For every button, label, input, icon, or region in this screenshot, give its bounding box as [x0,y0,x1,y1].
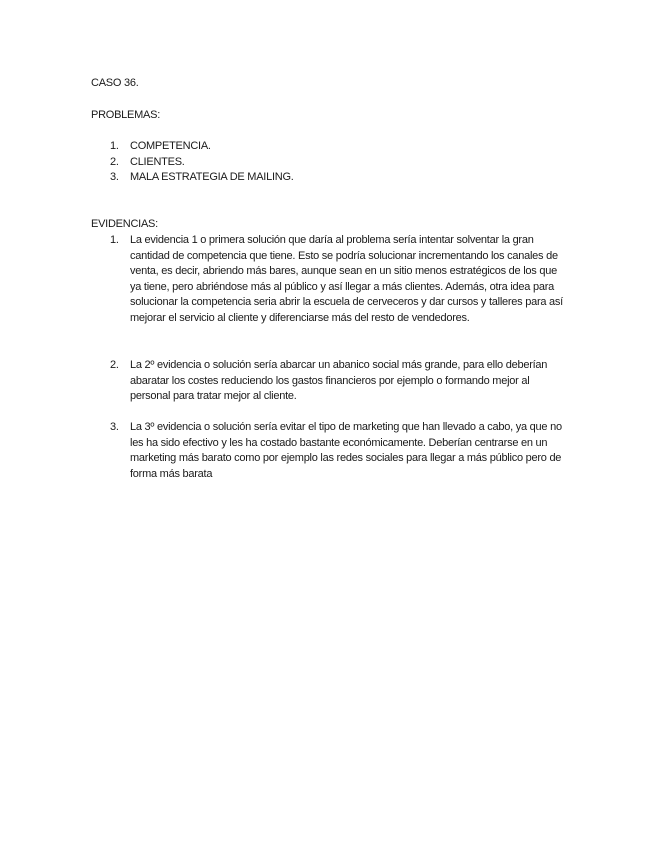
list-item [91,155,294,171]
problems-heading: PROBLEMAS: [91,109,161,121]
evidence-item [91,358,571,405]
list-item [91,139,294,155]
list-item [91,170,294,186]
list-number: 2. [110,359,119,371]
evidence-text: La 2º evidencia o solución sería abarcar un abanico social más grande, para ello deberían abaratar los costes reduciendo los gastos financieros por ejemplo o formando mejor al personal para tratar mejor al cliente. [130,359,548,402]
case-title: CASO 36. [91,77,139,89]
problem-list [91,139,294,186]
list-number: 2. [110,155,119,168]
evidence-text: La 3º evidencia o solución sería evitar el tipo de marketing que han llevado a cabo, ya que no les ha sido efectivo y les ha costado bastante económicamente. Deberían centrarse en un marketing más barato como por ejemplo las redes sociales para llegar a más público pero de forma más barata [130,421,562,480]
evidence-item [91,233,571,326]
evidence-heading: EVIDENCIAS: [91,218,158,230]
list-number: 3. [110,421,119,433]
list-number: 1. [110,140,119,152]
evidence-text: La evidencia 1 o primera solución que daría al problema sería intentar solventar la gran cantidad de competencia que tiene. Esto se podría solucionar incrementando los canales de venta, es decir, abriendo más bares, aunque sean en un sitio menos estratégicos de los que ya tiene, pero abriéndose más al público y así llegar a más clientes. Además, otra idea para solucionar la competencia seria abrir la escuela de cerveceros y dar cursos y talleres para así mejorar el servicio al cliente y diferenciarse más del resto de vendedores. [130,234,563,324]
problem-text: CLIENTES. [130,155,185,168]
problem-text: COMPETENCIA. [130,140,211,152]
problem-text: MALA ESTRATEGIA DE MAILING. [130,171,294,183]
list-number: 3. [110,171,119,183]
list-number: 1. [110,234,119,246]
evidence-item [91,420,571,482]
